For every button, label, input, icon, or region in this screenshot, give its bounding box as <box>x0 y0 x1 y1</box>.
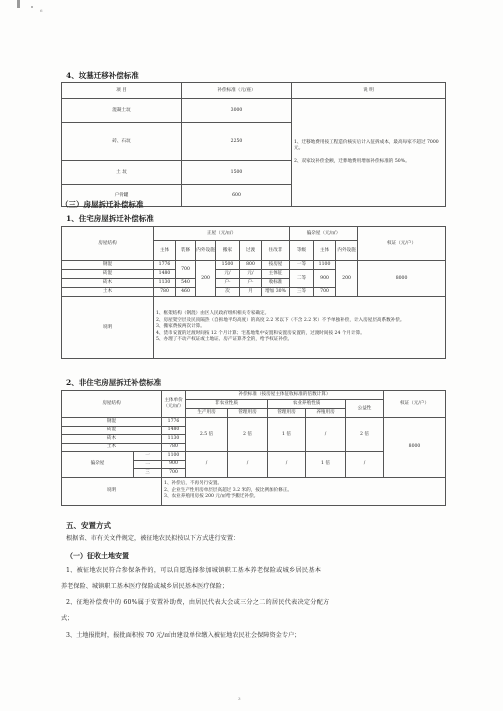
grade-cell: 三 <box>134 469 162 478</box>
item-cell: 砖、石坟 <box>62 123 182 161</box>
table-note-row <box>62 477 446 505</box>
value-cell: 600 <box>182 185 292 207</box>
table-row <box>62 418 446 427</box>
header-cell: 权证（元/户） <box>358 227 446 261</box>
note-line: 1、补偿后，不再另行安置。 <box>164 481 223 487</box>
structure-cell: 砖木 <box>62 435 162 444</box>
subheader-cell: 主体 <box>314 241 336 261</box>
structure-cell: 土木 <box>62 443 162 452</box>
header-cell: 主体单价（元/㎡） <box>162 391 186 418</box>
header-cell: 偏杂屋（元/㎡） <box>290 227 358 241</box>
page-number: 3 <box>238 696 241 701</box>
header-cell: 权证（元/户） <box>384 391 446 418</box>
item-cell: 户骨罐 <box>62 185 182 207</box>
subheader-cell: 内外设施 <box>196 241 216 261</box>
value-cell: 收标准 <box>262 279 290 288</box>
residential-table <box>61 226 446 359</box>
value-cell: 1 倍 <box>268 418 306 452</box>
value-cell: 1100 <box>162 452 186 461</box>
value-cell: 1130 <box>162 435 186 444</box>
note-line: 4、货币安置的过渡时间按 12 个月计算；宅基地集中安置和安置房安置的，过渡时间按 24 个月计算。 <box>156 330 365 336</box>
value-cell: 780 <box>154 288 176 297</box>
note-cell <box>162 477 446 505</box>
value-cell: 二等 <box>290 270 314 288</box>
value-cell: 户· <box>240 279 262 288</box>
value-cell: 3000 <box>182 99 292 123</box>
header-cell: 补偿标准（按房屋主体征收标准的倍数计算） <box>186 391 384 400</box>
table-row <box>62 99 446 123</box>
section-4-title: 4、坟墓迁移补偿标准 <box>66 71 139 80</box>
value-cell: 按房屋 <box>262 261 290 270</box>
value-cell: 三等 <box>290 288 314 297</box>
body-paragraph: 1、被征地农民符合参保条件的，可以自愿选择参加城镇职工基本养老保险或城乡居民基本 <box>66 567 322 574</box>
subheader-cell: 过渡 <box>240 241 262 261</box>
note-line: 1、迁移地费用按工程造价核实后计入征拆成本，最高每家不超过 7000 元。 <box>294 139 439 152</box>
note-label-cell: 说明 <box>62 297 154 359</box>
table-note-row <box>62 297 446 359</box>
value-cell: 一等 <box>290 261 314 270</box>
table-header-row <box>62 391 446 400</box>
value-cell: 200 <box>336 261 358 297</box>
note-label-cell: 说明 <box>62 477 162 505</box>
note-line: 5、办理了不动产权证或土地证、房产证算齐全的，给予权证补偿。 <box>156 337 293 343</box>
note-line: 2、企业生产性用房单层层高超过 3.2 米的，按比例加价修正。 <box>164 487 293 493</box>
value-cell: 1500 <box>216 261 240 270</box>
value-cell: 1500 <box>182 161 292 185</box>
note-line: 2、双家坟补偿金额，迁葬地费用增加补偿标准的 50%。 <box>294 158 410 164</box>
header-cell: 项 目 <box>62 83 182 99</box>
value-cell: / <box>228 452 268 478</box>
section-3-title: （三）房屋拆迁补偿标准 <box>61 200 144 209</box>
note-cell <box>292 99 446 207</box>
header-cell: 公益性 <box>346 400 384 418</box>
subheader-cell: 内外设施 <box>336 241 358 261</box>
table-1-title: 1、住宅房屋拆迁补偿标准 <box>66 214 154 223</box>
subheader-cell: 生产用房 <box>186 409 228 418</box>
structure-cell: 钢混 <box>62 418 162 427</box>
header-cell: 房屋结构 <box>62 391 162 418</box>
value-cell: 2.5 倍 <box>186 418 228 452</box>
subheader-cell: 住改非 <box>262 241 290 261</box>
value-cell: 460 <box>176 288 196 297</box>
value-cell: 700 <box>176 261 196 279</box>
subheader-cell: 养殖用房 <box>306 409 346 418</box>
value-cell: 1480 <box>154 270 176 279</box>
body-paragraph: 3、土地报批时，报批面积按 70 元/㎡由建设单位缴入被征地农民社会保障资金专户； <box>66 632 301 639</box>
value-cell: / <box>186 452 228 478</box>
value-cell: / <box>306 418 346 452</box>
item-cell: 土 坟 <box>62 161 182 185</box>
subheader-cell: 主体 <box>154 241 176 261</box>
note-line: 1、框架结构（钢混）由区人民政府组织相关专家确定。 <box>156 311 270 317</box>
value-cell: 元/ <box>216 270 240 279</box>
value-cell: 增加 30% <box>262 288 290 297</box>
grade-cell: 二 <box>134 460 162 469</box>
header-cell: 房屋结构 <box>62 227 154 261</box>
scan-mark <box>17 0 20 8</box>
value-cell: 月 <box>240 288 262 297</box>
subheader-cell: 管理用房 <box>268 409 306 418</box>
table-header-row <box>62 227 446 241</box>
header-cell: 非农业性质 <box>186 400 268 409</box>
subsection-title: （一）征收土地安置 <box>66 551 129 560</box>
value-cell: 1130 <box>154 279 176 288</box>
note-line: 3、搬家费按两次计算。 <box>156 324 205 330</box>
value-cell: 1 倍 <box>306 452 346 478</box>
structure-cell: 偏杂屋 <box>62 452 134 478</box>
body-paragraph: 式； <box>61 615 74 622</box>
header-cell: 正屋（元/㎡） <box>154 227 290 241</box>
body-paragraph: 根据省、市有关文件规定，被征地农民拟按以下方式进行安置： <box>66 535 240 542</box>
note-cell <box>154 297 446 359</box>
structure-cell: 土木 <box>62 288 154 297</box>
value-cell: 1100 <box>314 261 336 270</box>
value-cell: 700 <box>314 288 336 297</box>
header-cell: 补偿标准（元/座） <box>182 83 292 99</box>
structure-cell: 砖木 <box>62 279 154 288</box>
top-page-mark: 6 <box>40 8 43 13</box>
subheader-cell: 搬家 <box>216 241 240 261</box>
structure-cell: 砖混 <box>62 426 162 435</box>
table-2-title: 2、非住宅房屋拆迁补偿标准 <box>66 378 162 387</box>
subheader-cell: 等级 <box>290 241 314 261</box>
value-cell: 800 <box>240 261 262 270</box>
structure-cell: 钢混 <box>62 261 154 270</box>
note-line: 3、农业养殖用房按 200 元/㎡给予搬迁补偿。 <box>164 494 259 500</box>
value-cell: 900 <box>162 460 186 469</box>
value-cell: / <box>346 452 384 478</box>
grave-table <box>61 82 446 207</box>
value-cell: 户· <box>216 279 240 288</box>
value-cell: 2250 <box>182 123 292 161</box>
subheader-cell: 管理用房 <box>228 409 268 418</box>
value-cell: 700 <box>162 469 186 478</box>
item-cell: 混凝土坟 <box>62 99 182 123</box>
value-cell: 主体征 <box>262 270 290 279</box>
value-cell: 900 <box>314 270 336 288</box>
value-cell: 2 倍 <box>346 418 384 452</box>
value-cell: 8000 <box>358 261 446 297</box>
subheader-cell: 装修 <box>176 241 196 261</box>
scan-dot <box>31 6 33 8</box>
value-cell: / <box>268 452 306 478</box>
table-row <box>62 261 446 270</box>
header-cell: 说 明 <box>292 83 446 99</box>
value-cell: 1480 <box>162 426 186 435</box>
structure-cell: 砖混 <box>62 270 154 279</box>
body-paragraph: 2、征地补偿费中的 60%属于安置补助费，由居民代表大会或三分之二的居民代表决定分配方 <box>66 599 330 606</box>
value-cell: 200 <box>196 261 216 297</box>
value-cell: 2 倍 <box>228 418 268 452</box>
body-paragraph: 养老保险、城镇职工基本医疗保险或城乡居民基本医疗保险； <box>61 583 229 590</box>
value-cell: 1776 <box>154 261 176 270</box>
value-cell: 元/ <box>240 270 262 279</box>
value-cell: 1776 <box>162 418 186 427</box>
section-5-title: 五、安置方式 <box>66 521 111 530</box>
grade-cell: 一 <box>134 452 162 461</box>
table-header-row <box>62 83 446 99</box>
value-cell: 8000 <box>384 418 446 478</box>
non-residential-table <box>61 390 446 506</box>
value-cell: 780 <box>162 443 186 452</box>
value-cell: 540 <box>176 279 196 288</box>
value-cell: 次 <box>216 288 240 297</box>
note-line: 2、房屋架空层及民顶隔热（自拆地平均高度）的高度 2.2 米以下（不含 2.2 米）不予单独补偿，计入房屋层高系数补偿。 <box>156 317 405 323</box>
header-cell: 农业养殖性质 <box>268 400 346 409</box>
